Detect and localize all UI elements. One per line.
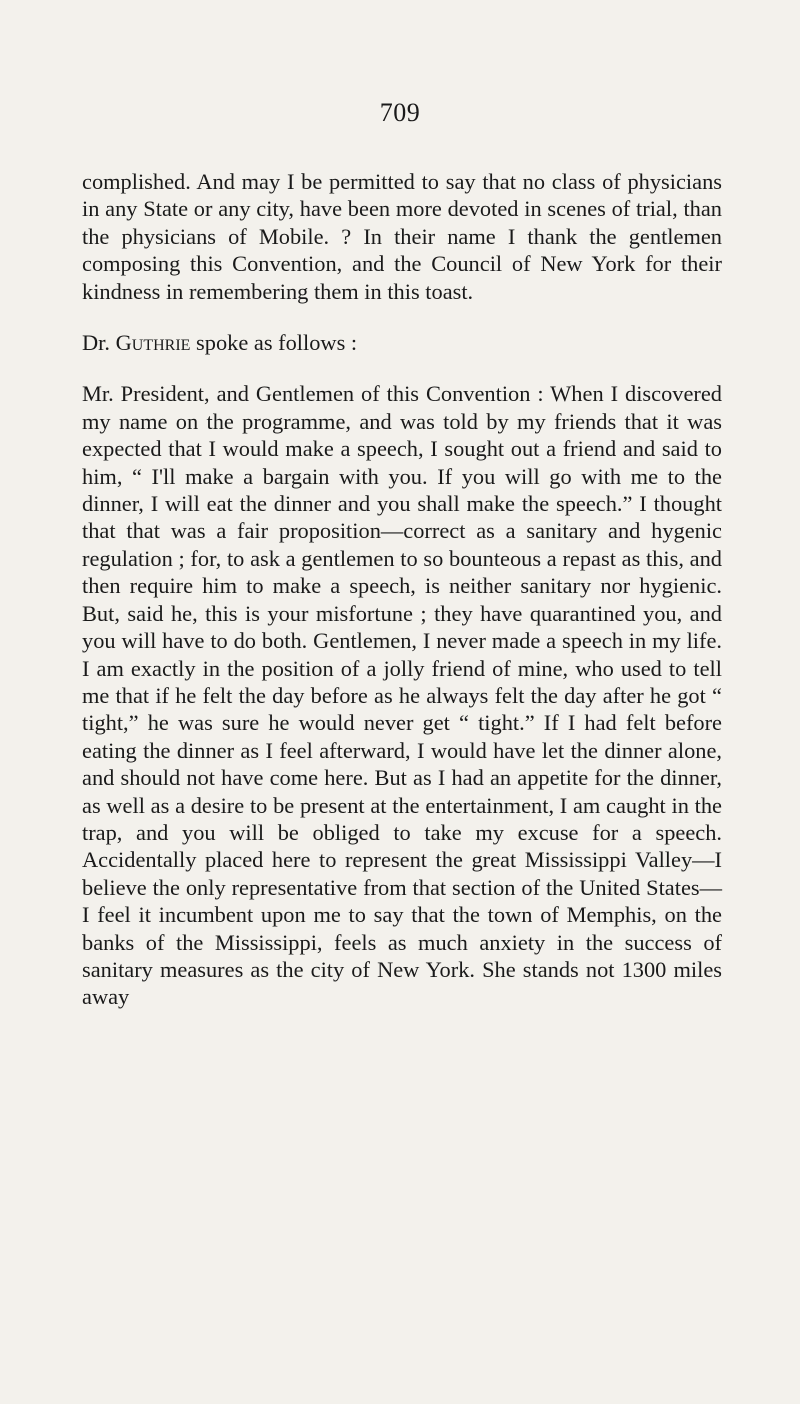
speaker-intro-text: spoke as follows : [196, 330, 358, 356]
speaker-title: Dr. [82, 330, 110, 356]
page-number: 709 [379, 98, 421, 127]
speaker-name: Guthrie [115, 330, 191, 356]
speaker-introduction [82, 329, 722, 356]
body-text [82, 168, 722, 1011]
paragraph-closing-remarks: complished. And may I be permitted to say that no class of physicians in any State or any city, have been more devoted in scenes of trial, than the physicians of Mobile. ? In their name I thank the gentlemen composing this Convention, and the Council of New York for their kindness in remembering them in this toast. [82, 169, 722, 304]
paragraph-speech: Mr. President, and Gentlemen of this Convention : When I discovered my name on the programme, and was told by my friends that it was expected that I would make a speech, I sought out a friend and said to him, “ I'll make a bargain with you. If you will go with me to the dinner, I will eat the dinner and you shall make the speech.” I thought that that was a fair proposition—correct as a sanitary and hygenic regulation ; for, to ask a gentlemen to so bounteous a repast as this, and then require him to make a speech, is neither sanitary nor hygienic. But, said he, this is your misfortune ; they have quarantined you, and you will have to do both. Gentlemen, I never made a speech in my life. I am exactly in the position of a jolly friend of mine, who used to tell me that if he felt the day before as he always felt the day after he got “ tight,” he was sure he would never get “ tight.” If I had felt before eating the dinner as I feel afterward, I would have let the dinner alone, and should not have come here. But as I had an appetite for the dinner, as well as a desire to be present at the entertainment, I am caught in the trap, and you will be obliged to take my excuse for a speech. Accidentally placed here to represent the great Mississippi Valley—I believe the only representative from that section of the United States—I feel it incumbent upon me to say that the town of Memphis, on the banks of the Mississippi, feels as much anxiety in the success of sanitary measures as the city of New York. She stands not 1300 miles away [82, 381, 722, 1010]
